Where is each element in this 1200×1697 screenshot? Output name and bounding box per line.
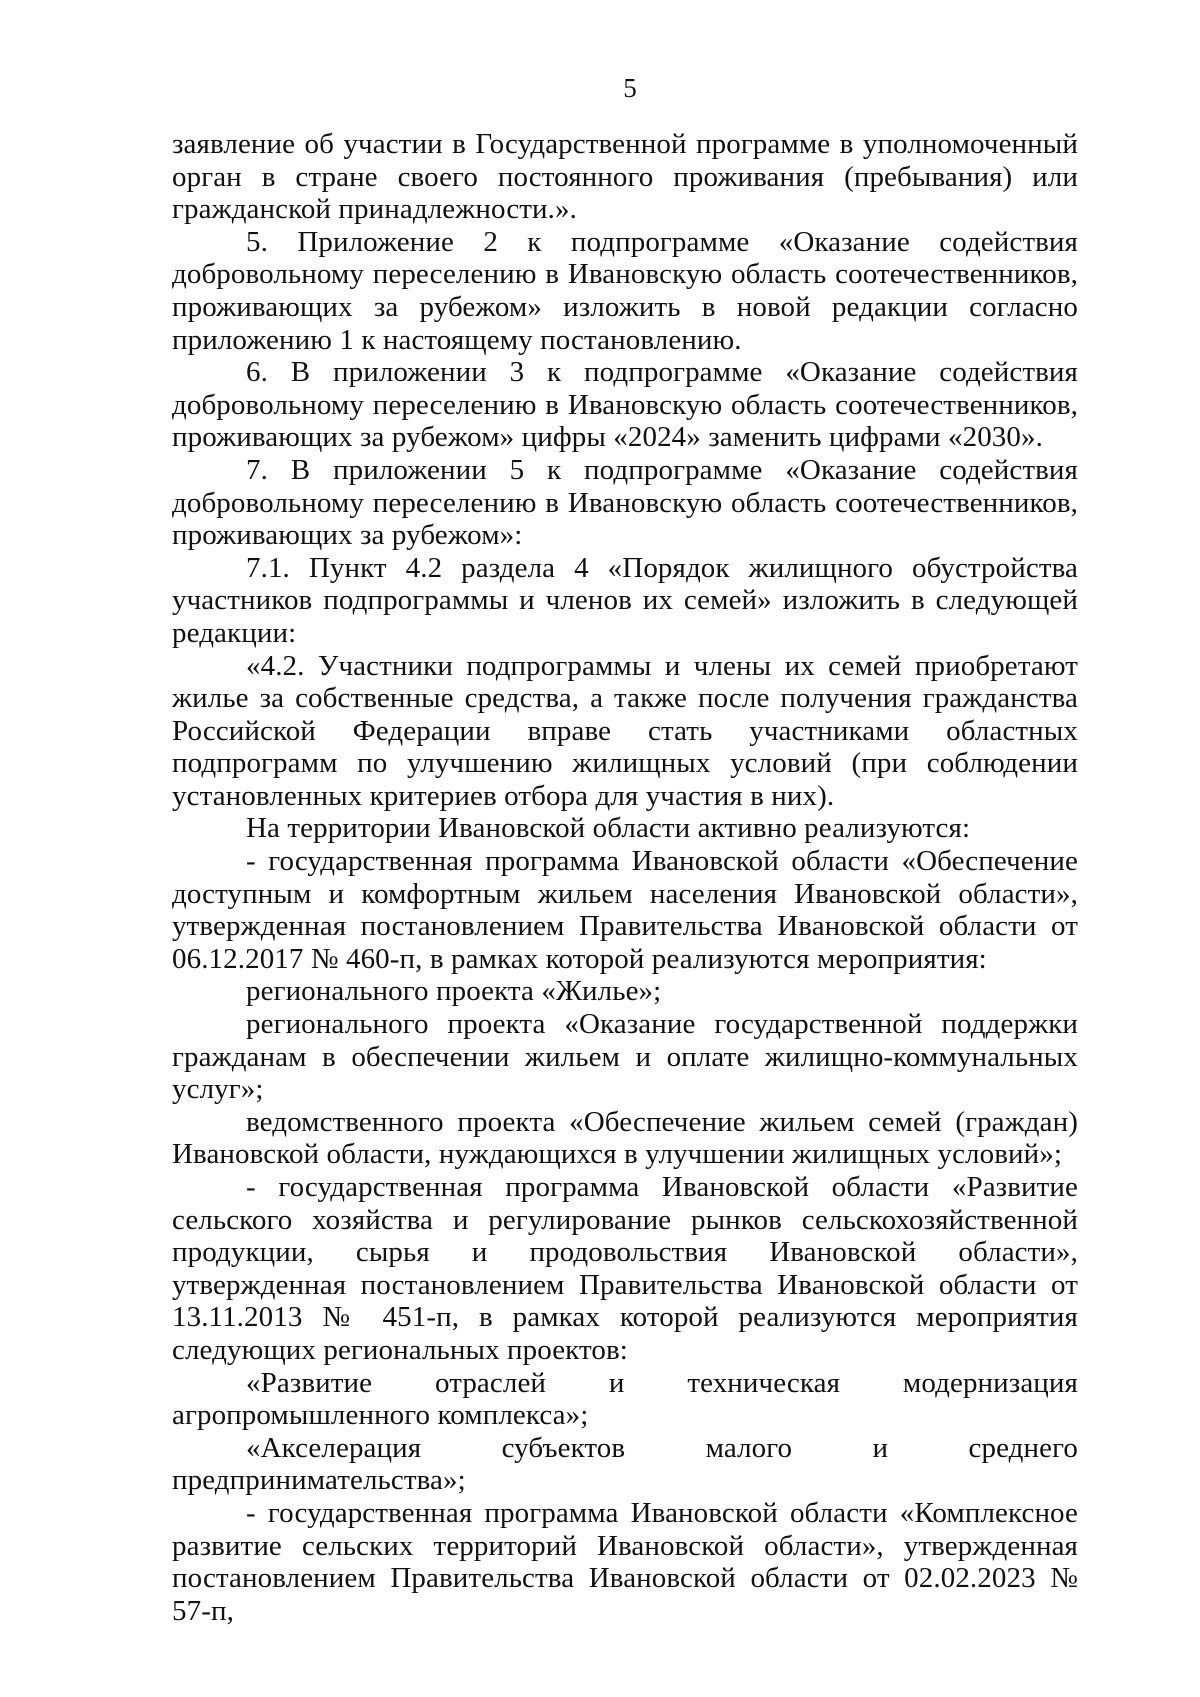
paragraph-item-7: 7. В приложении 5 к подпрограмме «Оказание содействия добровольному переселению в Ивановскую область соотечественников, проживающих за рубежом»: <box>172 453 1078 552</box>
document-body <box>172 128 1078 1627</box>
list-item-housing-program: - государственная программа Ивановской области «Обеспечение доступным и комфортным жильем населения Ивановской области», утвержденная постановлением Правительства Ивановской области от 06.12.2017 № 460-п, в рамках которой реализуются мероприятия: <box>172 845 1078 975</box>
list-item-project-housing: регионального проекта «Жилье»; <box>246 975 662 1008</box>
list-item-departmental-project: ведомственного проекта «Обеспечение жильем семей (граждан) Ивановской области, нуждающихся в улучшении жилищных условий»; <box>172 1105 1078 1171</box>
paragraph-programs-intro: На территории Ивановской области активно реализуются: <box>246 812 971 845</box>
list-item-rural-development-program: - государственная программа Ивановской области «Комплексное развитие сельских территорий Ивановской области», утвержденная постановлением Правительства Ивановской области от 02.02.2023 № 57-п, <box>172 1496 1078 1627</box>
paragraph-item-7-1: 7.1. Пункт 4.2 раздела 4 «Порядок жилищного обустройства участников подпрограммы и членов их семей» изложить в следующей редакции: <box>172 551 1078 649</box>
list-item-project-agro-modernization: «Развитие отраслей и техническая модернизация агропромышленного комплекса»; <box>172 1366 1078 1432</box>
paragraph-item-5: 5. Приложение 2 к подпрограмме «Оказание содействия добровольному переселению в Ивановскую область соотечественников, проживающих за рубежом» изложить в новой редакции согласно приложению 1 к настоящему постановлению. <box>172 225 1078 356</box>
page-number: 5 <box>623 73 637 103</box>
list-item-project-acceleration: «Акселерация субъектов малого и среднего предпринимательства»; <box>172 1431 1078 1497</box>
list-item-project-state-support: регионального проекта «Оказание государственной поддержки гражданам в обеспечении жильем и оплате жилищно-коммунальных услуг»; <box>172 1008 1078 1106</box>
list-item-agriculture-program: - государственная программа Ивановской области «Развитие сельского хозяйства и регулирование рынков сельскохозяйственной продукции, сырья и продовольствия Ивановской области», утвержденная постановлением Правительства Ивановской области от 13.11.2013 № 451-п, в рамках которой реализуются мероприятия следующих региональных проектов: <box>172 1171 1078 1366</box>
paragraph-continuation: заявление об участии в Государственной программе в уполномоченный орган в стране своего постоянного проживания (пребывания) или гражданской принадлежности.». <box>172 128 1078 226</box>
paragraph-quote-4-2: «4.2. Участники подпрограммы и члены их семей приобретают жилье за собственные средства, а также после получения гражданства Российской Федерации вправе стать участниками областных подпрограмм по улучшению жилищных условий (при соблюдении установленных критериев отбора для участия в них). <box>172 649 1078 812</box>
paragraph-item-6: 6. В приложении 3 к подпрограмме «Оказание содействия добровольному переселению в Ивановскую область соотечественников, проживающих за рубежом» цифры «2024» заменить цифрами «2030». <box>172 356 1078 454</box>
